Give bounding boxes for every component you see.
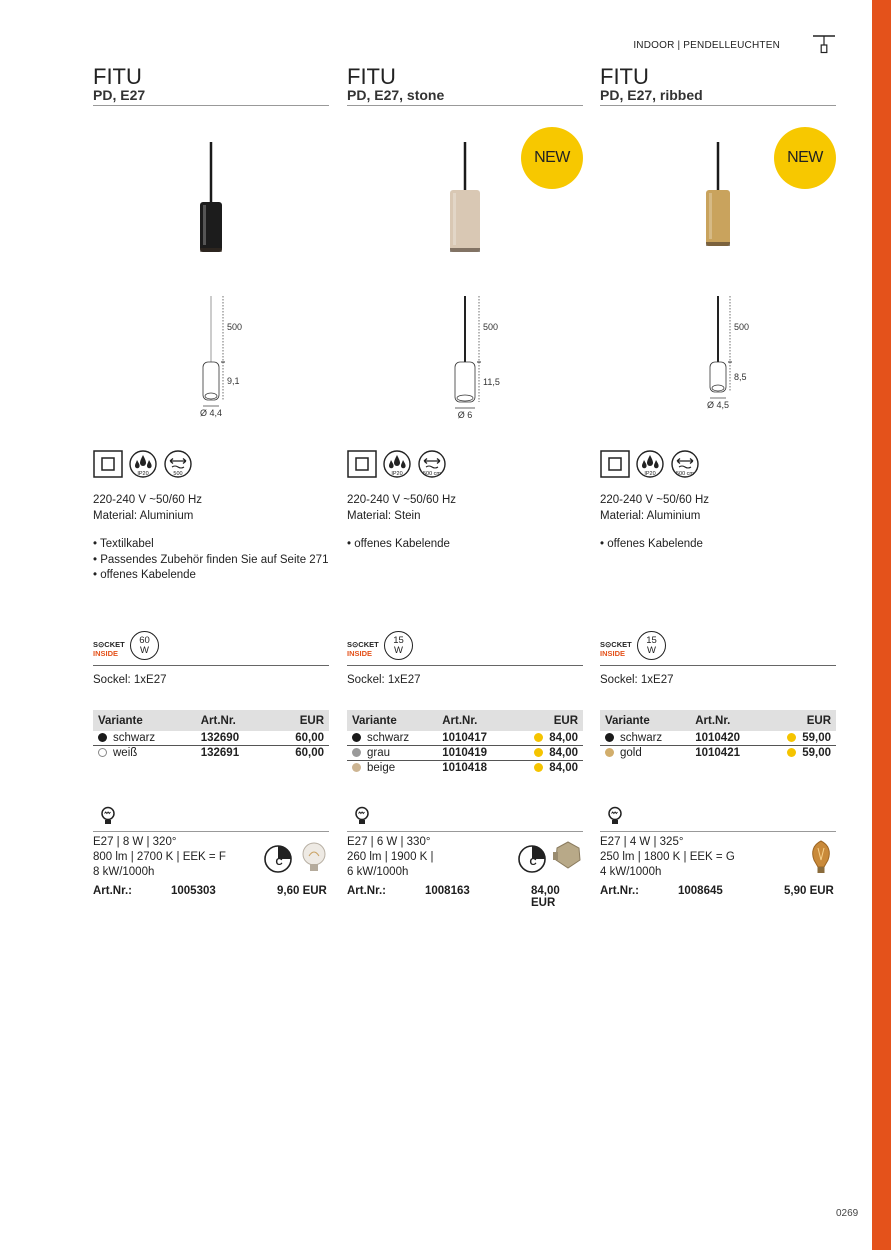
lamp-price: 9,60 EUR: [277, 885, 327, 897]
ip-rating-icon: [635, 450, 665, 478]
variant-price-cell: [270, 746, 329, 761]
dimension-drawing: [600, 294, 836, 429]
symbol-row: [347, 448, 447, 480]
variant-name: gold: [620, 747, 642, 759]
variant-artnr-cell: [437, 731, 511, 746]
dimension-drawing: [93, 294, 329, 429]
color-swatch: [605, 748, 614, 757]
spec-line: 220-240 V ~50/60 Hz: [93, 494, 203, 506]
product-column: [93, 64, 329, 897]
svg-text:C: C: [529, 857, 537, 868]
ip-rating-icon: [128, 450, 158, 478]
variant-name: weiß: [113, 747, 138, 759]
protection-class-icon: [600, 450, 630, 478]
svg-text:INSIDE: INSIDE: [347, 649, 373, 658]
variant-name-cell: [347, 746, 437, 761]
variant-row[interactable]: [347, 746, 583, 761]
cable-length-icon: [670, 450, 700, 478]
sockel-label: Sockel: 1xE27: [347, 674, 421, 686]
color-swatch: [352, 763, 361, 772]
feature-item: • offenes Kabelende: [93, 568, 328, 584]
variant-price: 84,00: [549, 747, 578, 759]
lightbulb-icon: [606, 806, 624, 826]
lamp-divider: [347, 831, 583, 832]
cable-length-icon: [417, 450, 447, 478]
article-number: 132691: [200, 747, 240, 759]
symbol-row: [93, 448, 193, 480]
lamp-spec-line1: E27 | 4 W | 325°: [600, 836, 684, 848]
product-title: FITU: [347, 64, 396, 89]
product-subtitle: PD, E27: [93, 88, 329, 106]
variant-artnr-cell: [690, 731, 764, 746]
variant-table: [347, 710, 583, 775]
product-photo: [600, 142, 836, 252]
col-header-artnr: Art.Nr.: [196, 710, 270, 731]
variant-name: schwarz: [113, 732, 156, 744]
max-wattage-badge: 60 W: [130, 631, 159, 660]
variant-price-cell: [511, 746, 583, 761]
variant-row[interactable]: [600, 731, 836, 746]
dim-cable-length: 500: [734, 322, 750, 332]
variant-table: [600, 710, 836, 760]
lamp-spec-line3: 6 kW/1000h: [347, 866, 409, 878]
spec-line: Material: Aluminium: [93, 509, 194, 522]
lamp-specs: [347, 835, 434, 880]
lamp-spec-line2: 260 lm | 1900 K |: [347, 851, 434, 863]
lamp-divider: [600, 831, 836, 832]
sockel-label: Sockel: 1xE27: [600, 674, 674, 686]
variant-name: schwarz: [367, 732, 410, 744]
variant-artnr-cell: [196, 731, 270, 746]
energy-label-dot: [787, 733, 796, 742]
article-number: 1010420: [695, 732, 740, 744]
lamp-specs: [93, 835, 226, 880]
dimension-drawing: [347, 294, 583, 429]
product-subtitle: PD, E27, stone: [347, 88, 583, 106]
variant-price: 59,00: [802, 747, 831, 759]
lamp-art-number: 1008645: [678, 885, 723, 897]
variant-row[interactable]: [347, 731, 583, 746]
svg-text:IP20: IP20: [391, 471, 403, 477]
dim-diameter: Ø 4,5: [706, 400, 730, 410]
article-number: 1010419: [442, 747, 487, 759]
lamp-spec-line2: 800 lm | 2700 K | EEK = F: [93, 851, 226, 863]
lamp-bulb-image: [299, 840, 329, 874]
lamp-art-number: 1008163: [425, 885, 470, 897]
color-swatch: [352, 733, 361, 742]
svg-text:500: 500: [173, 471, 183, 477]
product-column: [347, 64, 583, 909]
feature-item: • offenes Kabelende: [347, 537, 450, 553]
pendant-lamp-icon: [812, 34, 836, 54]
variant-artnr-cell: [437, 761, 511, 776]
energy-label-dot: [787, 748, 796, 757]
lamp-art-number: 1005303: [171, 885, 216, 897]
protection-class-icon: [347, 450, 377, 478]
product-photo: [347, 142, 583, 252]
spec-line: Material: Stein: [347, 509, 421, 522]
dim-diameter: Ø 4,4: [199, 408, 223, 418]
variant-price: 60,00: [295, 747, 324, 759]
electrical-specs: [347, 493, 456, 524]
variant-price: 84,00: [549, 732, 578, 744]
feature-list: [347, 537, 450, 553]
variant-name: grau: [367, 747, 391, 759]
lamp-art-label: Art.Nr.:: [93, 885, 132, 897]
new-badge: NEW: [774, 127, 836, 189]
spec-line: 220-240 V ~50/60 Hz: [347, 494, 457, 506]
svg-text:S⊙CKET: S⊙CKET: [600, 640, 632, 649]
variant-name-cell: [600, 731, 690, 746]
lamp-spec-line1: E27 | 6 W | 330°: [347, 836, 431, 848]
dimmable-icon: [517, 844, 547, 874]
lamp-spec-line3: 8 kW/1000h: [93, 866, 155, 878]
lamp-spec-line2: 250 lm | 1800 K | EEK = G: [600, 851, 735, 863]
variant-artnr-cell: [196, 746, 270, 761]
new-badge: NEW: [521, 127, 583, 189]
lamp-bulb-image: [553, 840, 583, 874]
lamp-spec-line3: 4 kW/1000h: [600, 866, 662, 878]
accent-side-bar: [872, 0, 891, 1250]
lamp-price: 5,90 EUR: [784, 885, 834, 897]
product-column: [600, 64, 836, 897]
variant-name-cell: [93, 731, 196, 746]
dimmable-icon: [263, 844, 293, 874]
variant-price-cell: [764, 746, 836, 761]
variant-price-cell: [270, 731, 329, 746]
dim-cable-length: 500: [483, 322, 499, 332]
variant-artnr-cell: [690, 746, 764, 761]
svg-text:500 cm: 500 cm: [675, 471, 695, 477]
socket-row: [93, 629, 329, 666]
col-header-variant: Variante: [93, 710, 196, 731]
svg-text:S⊙CKET: S⊙CKET: [93, 640, 125, 649]
variant-artnr-cell: [437, 746, 511, 761]
col-header-variant: Variante: [600, 710, 690, 731]
socket-row: [347, 629, 583, 666]
variant-row[interactable]: [93, 731, 329, 746]
lamp-spec-line1: E27 | 8 W | 320°: [93, 836, 177, 848]
variant-price: 59,00: [802, 732, 831, 744]
sockel-label: Sockel: 1xE27: [93, 674, 167, 686]
variant-name: schwarz: [620, 732, 663, 744]
article-number: 132690: [200, 732, 240, 744]
socket-row: [600, 629, 836, 666]
color-swatch: [352, 748, 361, 757]
product-title: FITU: [93, 64, 142, 89]
color-swatch: [98, 748, 107, 757]
energy-label-dot: [534, 733, 543, 742]
col-header-eur: EUR: [764, 710, 836, 731]
socket-inside-logo: [600, 637, 632, 663]
svg-text:INSIDE: INSIDE: [93, 649, 119, 658]
color-swatch: [605, 733, 614, 742]
max-wattage-badge: 15 W: [637, 631, 666, 660]
dim-cable-length: 500: [227, 322, 243, 332]
cable-length-icon: [163, 450, 193, 478]
col-header-artnr: Art.Nr.: [437, 710, 511, 731]
energy-label-dot: [534, 763, 543, 772]
variant-price-cell: [511, 731, 583, 746]
variant-table: [93, 710, 329, 760]
variant-name-cell: [93, 746, 196, 761]
variant-price: 84,00: [549, 762, 578, 774]
svg-text:500 cm: 500 cm: [422, 471, 442, 477]
svg-text:IP20: IP20: [644, 471, 656, 477]
dim-diameter: Ø 6: [457, 410, 473, 420]
category-header: INDOOR | PENDELLEUCHTEN: [633, 40, 780, 51]
lamp-art-label: Art.Nr.:: [600, 885, 639, 897]
svg-text:S⊙CKET: S⊙CKET: [347, 640, 379, 649]
variant-name-cell: [600, 746, 690, 761]
spec-line: Material: Aluminium: [600, 509, 701, 522]
lamp-specs: [600, 835, 735, 880]
socket-inside-logo: [347, 637, 379, 663]
col-header-artnr: Art.Nr.: [690, 710, 764, 731]
dim-height: 9,1: [227, 376, 240, 386]
lightbulb-icon: [99, 806, 117, 826]
max-wattage-badge: 15 W: [384, 631, 413, 660]
article-number: 1010417: [442, 732, 487, 744]
variant-price: 60,00: [295, 732, 324, 744]
symbol-row: [600, 448, 700, 480]
col-header-eur: EUR: [511, 710, 583, 731]
feature-item: • Passendes Zubehör finden Sie auf Seite 271: [93, 553, 328, 569]
color-swatch: [98, 733, 107, 742]
svg-text:IP20: IP20: [137, 471, 149, 477]
electrical-specs: [600, 493, 709, 524]
variant-price-cell: [764, 731, 836, 746]
spec-line: 220-240 V ~50/60 Hz: [600, 494, 710, 506]
product-subtitle: PD, E27, ribbed: [600, 88, 836, 106]
feature-list: [93, 537, 328, 584]
page-number: 0269: [836, 1208, 859, 1219]
feature-item: • offenes Kabelende: [600, 537, 703, 553]
ip-rating-icon: [382, 450, 412, 478]
lamp-divider: [93, 831, 329, 832]
article-number: 1010418: [442, 762, 487, 774]
variant-name: beige: [367, 762, 396, 774]
lamp-art-label: Art.Nr.:: [347, 885, 386, 897]
svg-text:C: C: [275, 857, 283, 868]
variant-row[interactable]: [93, 746, 329, 761]
feature-list: [600, 537, 703, 553]
feature-item: • Textilkabel: [93, 537, 328, 553]
dim-height: 8,5: [734, 372, 747, 382]
variant-row[interactable]: [347, 761, 583, 776]
product-title: FITU: [600, 64, 649, 89]
variant-name-cell: [347, 731, 437, 746]
variant-price-cell: [511, 761, 583, 776]
lamp-bulb-image: [806, 840, 836, 874]
socket-inside-logo: [93, 637, 125, 663]
variant-row[interactable]: [600, 746, 836, 761]
svg-text:INSIDE: INSIDE: [600, 649, 626, 658]
col-header-eur: EUR: [270, 710, 329, 731]
lamp-price: 84,00 EUR: [531, 885, 560, 909]
energy-label-dot: [534, 748, 543, 757]
protection-class-icon: [93, 450, 123, 478]
electrical-specs: [93, 493, 202, 524]
variant-name-cell: [347, 761, 437, 776]
col-header-variant: Variante: [347, 710, 437, 731]
lightbulb-icon: [353, 806, 371, 826]
dim-height: 11,5: [483, 377, 500, 387]
product-photo: [93, 142, 329, 252]
article-number: 1010421: [695, 747, 740, 759]
